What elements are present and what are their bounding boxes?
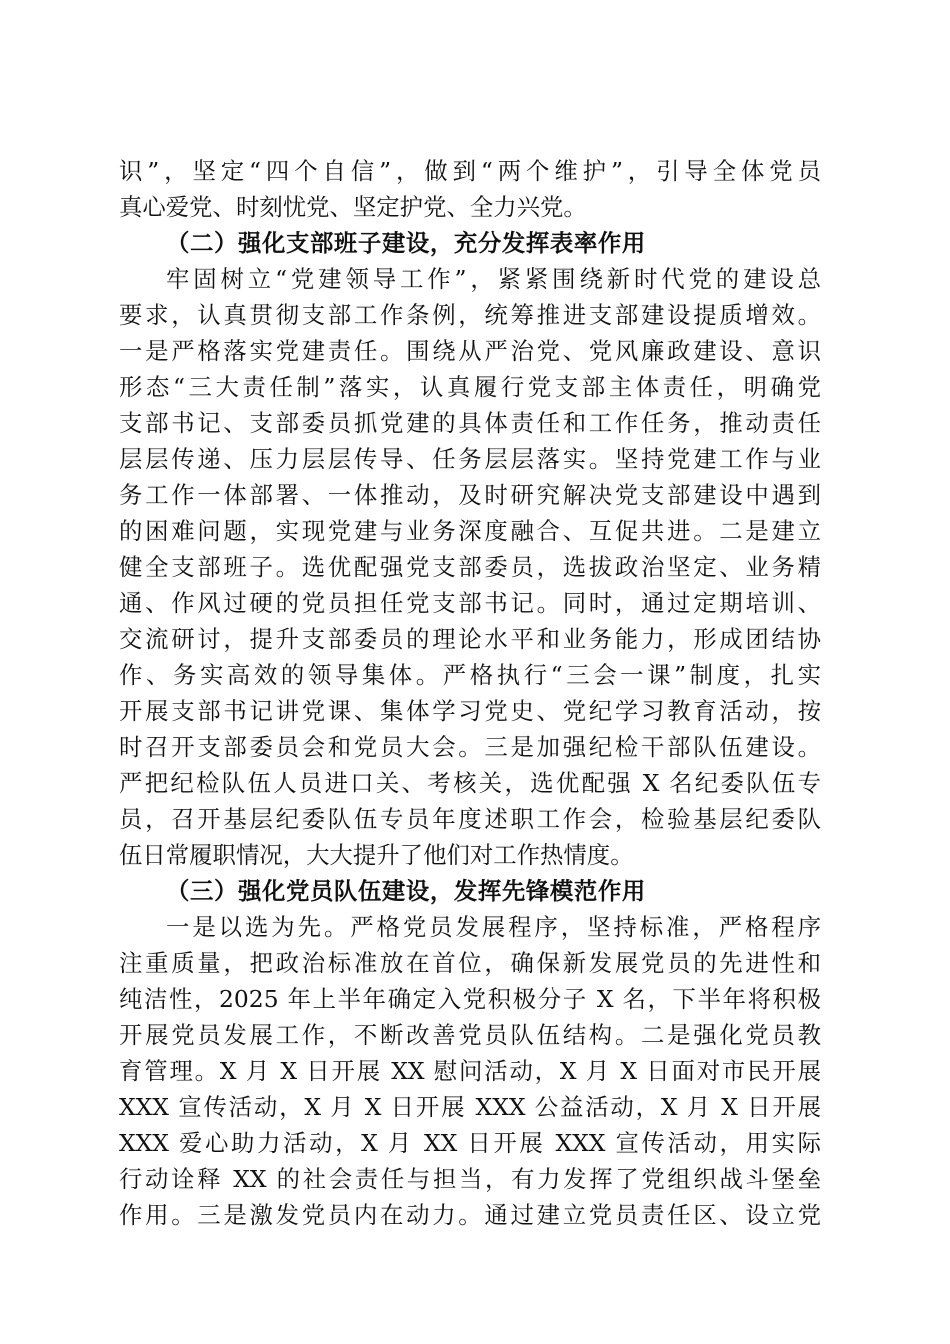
text-line: 严把纪检队伍人员进口关、考核关，选优配强 X 名纪委队伍专 [119, 769, 821, 797]
text-line: 要求，认真贯彻支部工作条例，统筹推进支部建设提质增效。 [119, 301, 821, 329]
text-line: 员，召开基层纪委队伍专员年度述职工作会，检验基层纪委队 [119, 805, 821, 833]
text-line: 真心爱党、时刻忧党、坚定护党、全力兴党。 [119, 193, 587, 221]
text-line: 一是以选为先。严格党员发展程序，坚持标准，严格程序 [166, 913, 821, 941]
text-line: XXX 宣传活动，X 月 X 日开展 XXX 公益活动，X 月 X 日开展 [119, 1093, 821, 1121]
text-line: 层层传递、压力层层传导、任务层层落实。坚持党建工作与业 [119, 445, 821, 473]
text-line: 交流研讨，提升支部委员的理论水平和业务能力，形成团结协 [119, 625, 821, 653]
text-line: 牢固树立“党建领导工作”，紧紧围绕新时代党的建设总 [166, 265, 821, 293]
text-line: 一是严格落实党建责任。围绕从严治党、党风廉政建设、意识 [119, 337, 821, 365]
text-line: 形态“三大责任制”落实，认真履行党支部主体责任，明确党 [119, 373, 821, 401]
text-line: 行动诠释 XX 的社会责任与担当，有力发挥了党组织战斗堡垒 [119, 1165, 821, 1193]
text-line: 识”，坚定“四个自信”，做到“两个维护”，引导全体党员 [119, 157, 821, 185]
text-line: 务工作一体部署、一体推动，及时研究解决党支部建设中遇到 [119, 481, 821, 509]
section-heading: （三）强化党员队伍建设，发挥先锋模范作用 [166, 877, 646, 905]
text-line: 开展支部书记讲党课、集体学习党史、党纪学习教育活动，按 [119, 697, 821, 725]
text-line: 开展党员发展工作，不断改善党员队伍结构。二是强化党员教 [119, 1021, 821, 1049]
text-line: 作、务实高效的领导集体。严格执行“三会一课”制度，扎实 [119, 661, 821, 689]
text-line: 时召开支部委员会和党员大会。三是加强纪检干部队伍建设。 [119, 733, 821, 761]
text-line: 支部书记、支部委员抓党建的具体责任和工作任务，推动责任 [119, 409, 821, 437]
text-line: 的困难问题，实现党建与业务深度融合、互促共进。二是建立 [119, 517, 821, 545]
text-line: XXX 爱心助力活动，X 月 XX 日开展 XXX 宣传活动，用实际 [119, 1129, 821, 1157]
text-line: 伍日常履职情况，大大提升了他们对工作热情度。 [119, 841, 634, 869]
text-line: 纯洁性，2025 年上半年确定入党积极分子 X 名，下半年将积极 [119, 985, 821, 1013]
text-line: 通、作风过硬的党员担任党支部书记。同时，通过定期培训、 [119, 589, 821, 617]
text-line: 作用。三是激发党员内在动力。通过建立党员责任区、设立党 [119, 1201, 821, 1229]
text-line: 育管理。X 月 X 日开展 XX 慰问活动，X 月 X 日面对市民开展 [119, 1057, 821, 1085]
section-heading: （二）强化支部班子建设，充分发挥表率作用 [166, 229, 646, 257]
text-line: 注重质量，把政治标准放在首位，确保新发展党员的先进性和 [119, 949, 821, 977]
text-line: 健全支部班子。选优配强党支部委员，选拔政治坚定、业务精 [119, 553, 821, 581]
